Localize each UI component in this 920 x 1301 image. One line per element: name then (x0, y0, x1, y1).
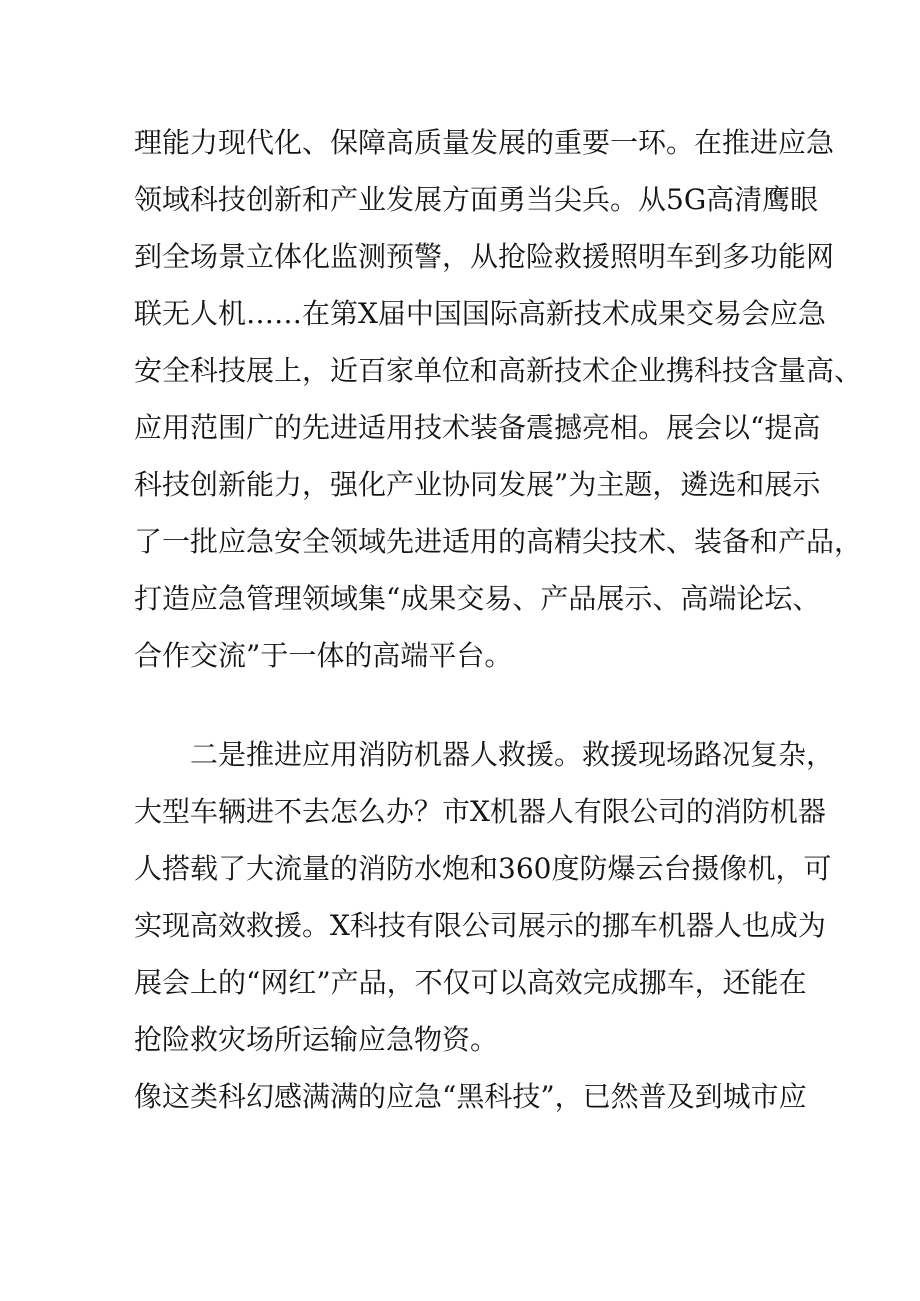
text-line: 科技创新能力，强化产业协同发展”为主题，遴选和展示 (134, 468, 821, 501)
text-line: 应用范围广的先进适用技术装备震撼亮相。展会以“提高 (134, 411, 821, 444)
text-line: 二是推进应用消防机器人救援。救援现场路况复杂， (190, 738, 835, 771)
text-line: 展会上的“网红”产品，不仅可以高效完成挪车，还能在 (134, 966, 807, 999)
text-line: 抢险救灾场所运输应急物资。 (134, 1023, 499, 1056)
text-line: 实现高效救援。X科技有限公司展示的挪车机器人也成为 (134, 909, 826, 942)
text-line: 到全场景立体化监测预警，从抢险救援照明车到多功能网 (134, 240, 835, 273)
text-line: 像这类科幻感满满的应急“黑科技”，已然普及到城市应 (134, 1080, 807, 1113)
text-line: 安全科技展上，近百家单位和高新技术企业携科技含量高、 (134, 354, 863, 387)
text-line: 人搭载了大流量的消防水炮和360度防爆云台摄像机，可 (134, 852, 832, 885)
text-line: 合作交流”于一体的高端平台。 (134, 639, 513, 672)
text-line: 领域科技创新和产业发展方面勇当尖兵。从5G高清鹰眼 (134, 183, 819, 216)
text-line: 理能力现代化、保障高质量发展的重要一环。在推进应急 (134, 126, 835, 159)
text-line: 打造应急管理领域集“成果交易、产品展示、高端论坛、 (134, 582, 821, 615)
text-line: 联无人机……在第X届中国国际高新技术成果交易会应急 (134, 297, 826, 330)
text-line: 了一批应急安全领域先进适用的高精尖技术、装备和产品， (134, 525, 863, 558)
text-line: 大型车辆进不去怎么办？市X机器人有限公司的消防机器 (134, 795, 826, 828)
